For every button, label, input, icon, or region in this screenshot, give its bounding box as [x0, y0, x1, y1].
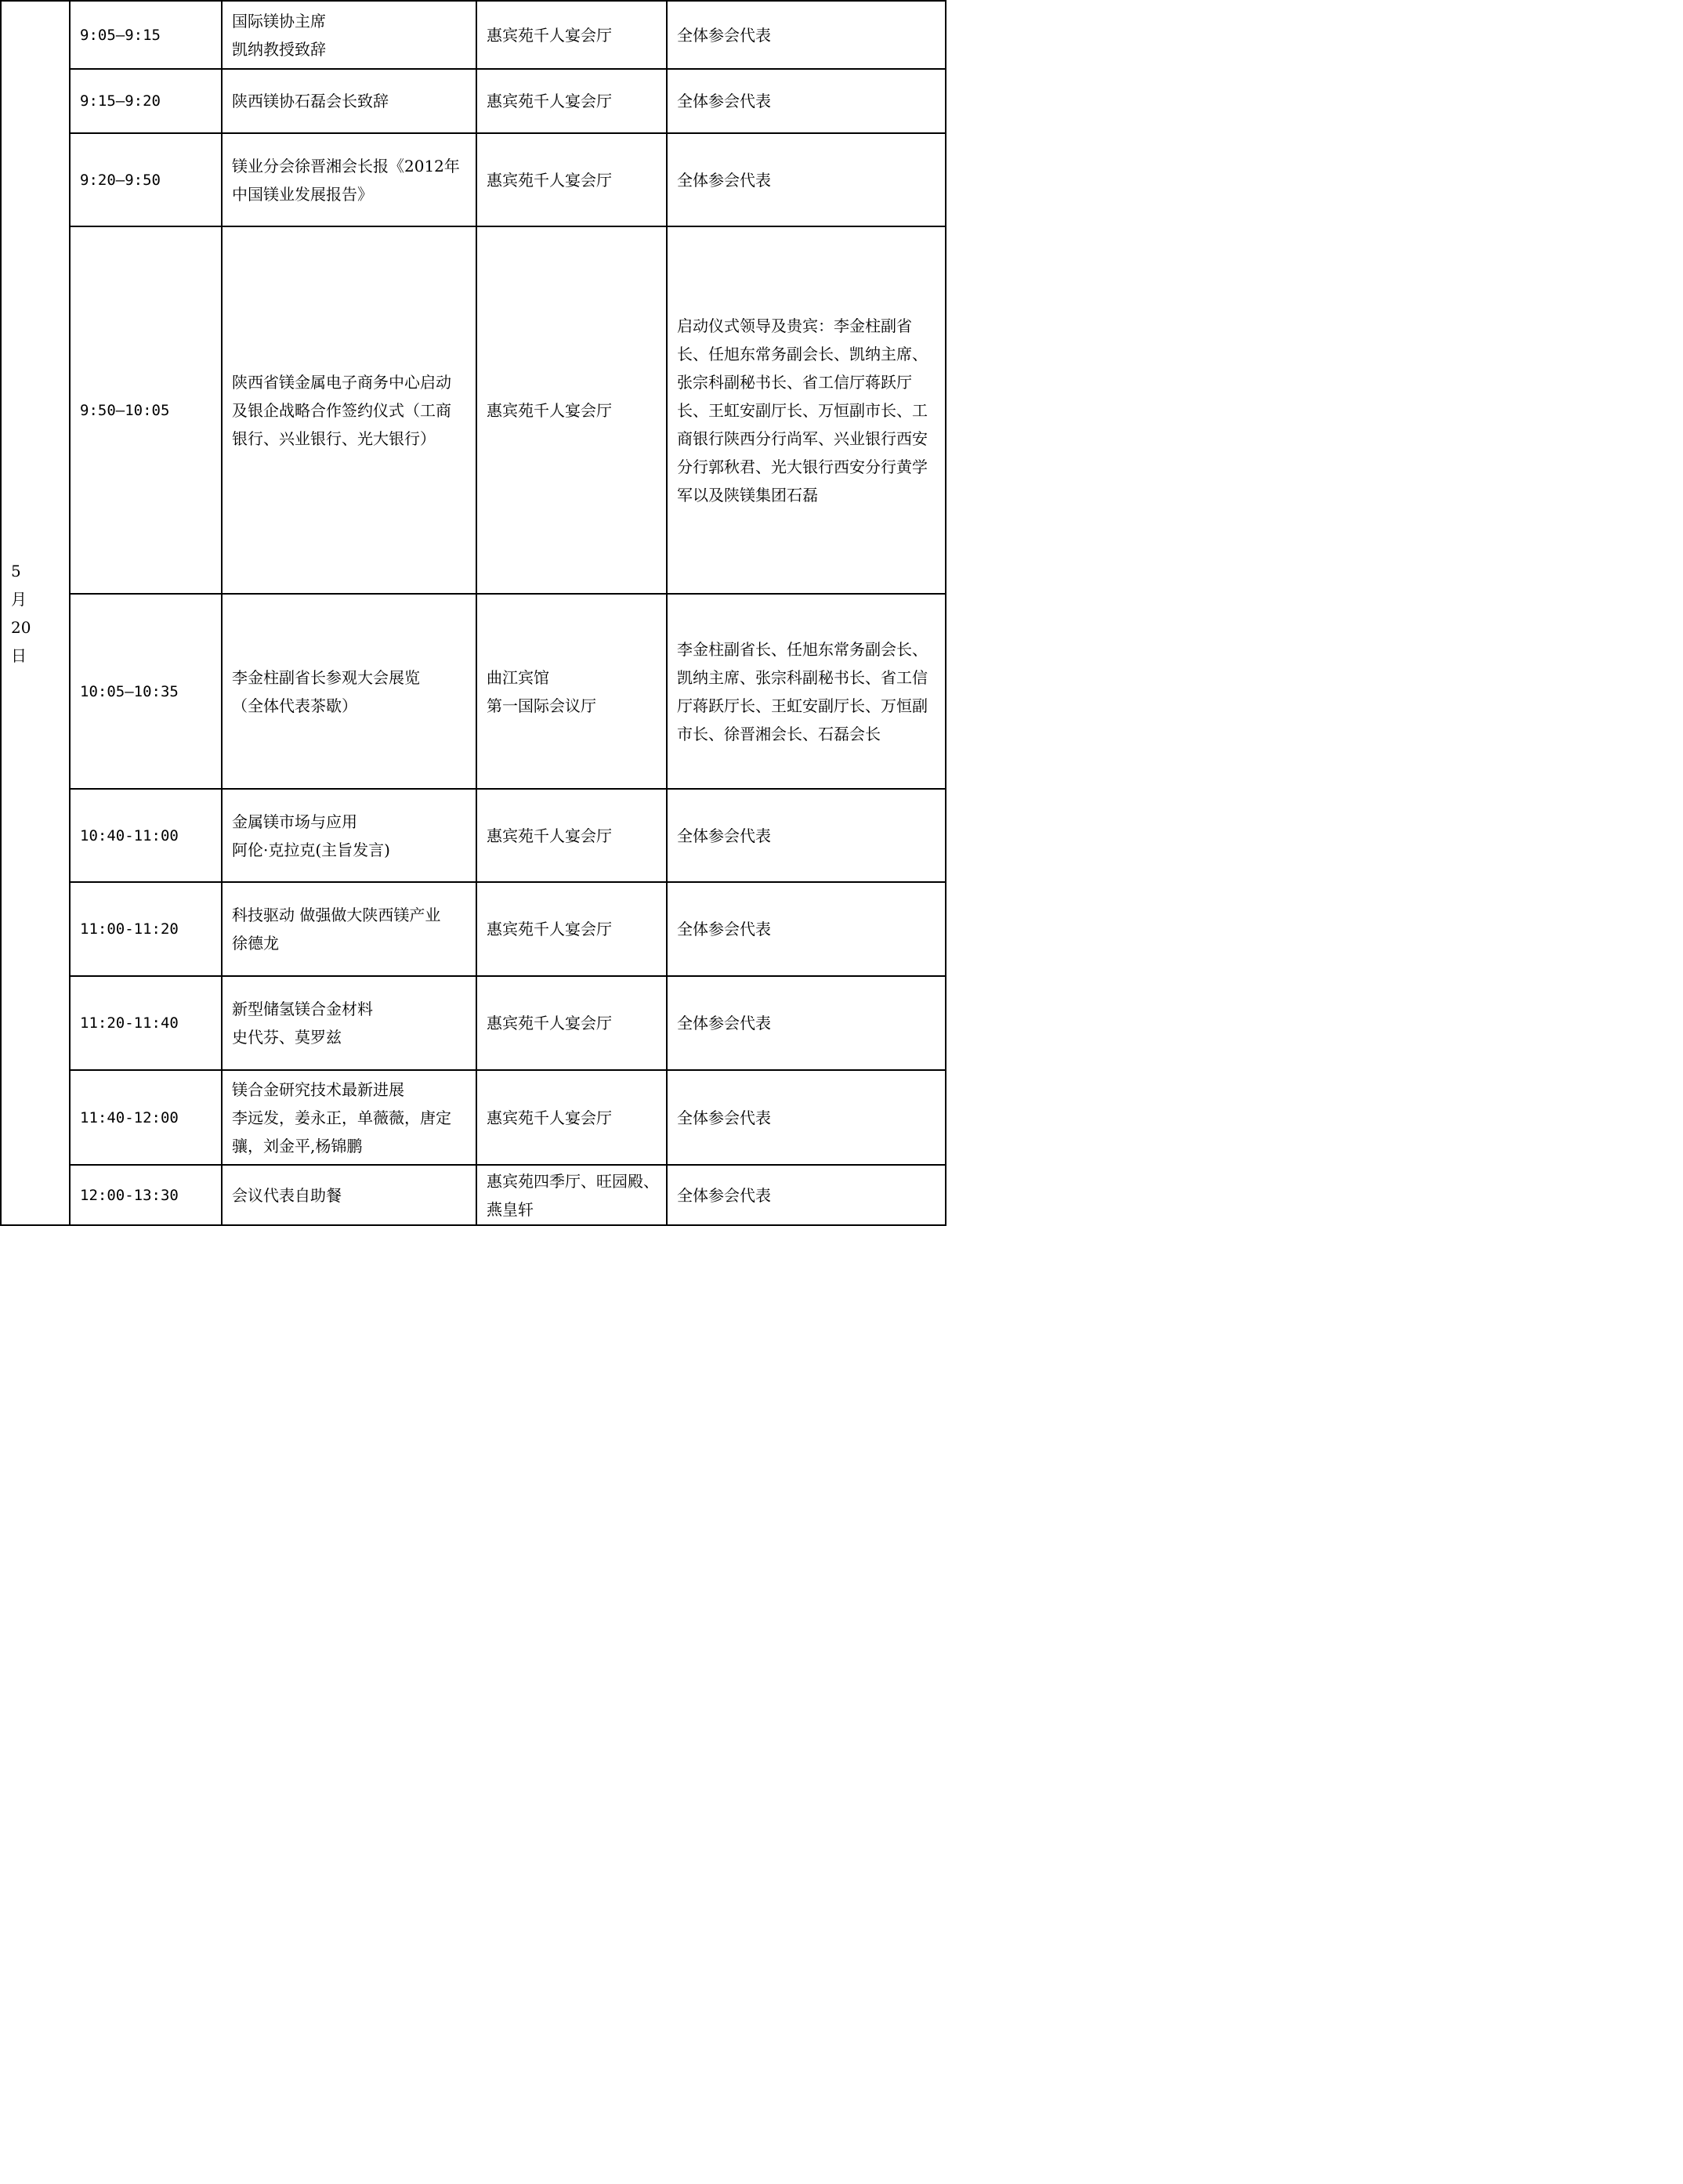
- attendees-text: 全体参会代表: [677, 25, 771, 45]
- venue-line: 惠宾苑四季厅、旺园殿、: [487, 1171, 659, 1191]
- schedule-table: [0, 0, 946, 1226]
- topic-line: 李远发，姜永正，单薇薇，唐定: [232, 1108, 451, 1127]
- attendees-cell: [667, 226, 946, 594]
- topic-line: 史代芬、莫罗兹: [232, 1028, 342, 1047]
- date-cell: [1, 1, 70, 1225]
- venue-line: 惠宾苑千人宴会厅: [487, 920, 612, 938]
- attendees-text: 全体参会代表: [677, 1014, 771, 1032]
- attendees-text: 启动仪式领导及贵宾：李金柱副省长、任旭东常务副会长、凯纳主席、张宗科副秘书长、省工信厅蒋跃厅长、王虹安副厅长、万恒副市长、工商银行陕西分行尚军、兴业银行西安分行郭秋君、光大银行西安分行黄学军以及陕镁集团石磊: [677, 316, 928, 504]
- topic-cell: [222, 226, 476, 594]
- attendees-cell: [667, 69, 946, 133]
- attendees-cell: [667, 594, 946, 789]
- attendees-cell: [667, 1070, 946, 1165]
- attendees-text: 全体参会代表: [677, 1108, 771, 1127]
- topic-line: 李金柱副省长参观大会展览: [232, 667, 420, 687]
- venue-cell: [476, 882, 667, 976]
- topic-cell: [222, 133, 476, 226]
- topic-line: 镁业分会徐晋湘会长报《2012年: [232, 156, 460, 175]
- time-cell: 9:05—9:15: [70, 1, 222, 69]
- topic-line: 银行、兴业银行、光大银行）: [232, 428, 436, 448]
- topic-line: 科技驱动 做强做大陕西镁产业: [232, 906, 441, 924]
- attendees-cell: [667, 789, 946, 882]
- venue-line: 燕皇轩: [487, 1199, 534, 1219]
- venue-line: 第一国际会议厅: [487, 696, 596, 715]
- topic-line: 凯纳教授致辞: [232, 39, 326, 59]
- schedule-row: [1, 226, 946, 594]
- topic-line: 及银企战略合作签约仪式（工商: [232, 400, 451, 420]
- venue-line: 惠宾苑千人宴会厅: [487, 25, 612, 45]
- date-label-part: 日: [11, 645, 27, 665]
- attendees-cell: [667, 133, 946, 226]
- date-label-part: 月: [11, 589, 27, 609]
- schedule-row: [1, 1, 946, 69]
- venue-line: 惠宾苑千人宴会厅: [487, 1108, 612, 1127]
- topic-cell: [222, 1165, 476, 1225]
- time-cell: 9:20—9:50: [70, 133, 222, 226]
- venue-cell: [476, 1070, 667, 1165]
- schedule-document: [0, 0, 946, 1223]
- topic-line: 阿伦·克拉克(主旨发言): [232, 840, 390, 859]
- schedule-row: [1, 976, 946, 1070]
- topic-line: 金属镁市场与应用: [232, 812, 357, 831]
- schedule-row: [1, 133, 946, 226]
- time-cell: 10:05—10:35: [70, 594, 222, 789]
- venue-line: 曲江宾馆: [487, 667, 549, 687]
- topic-line: 徐德龙: [232, 934, 279, 953]
- attendees-cell: [667, 1, 946, 69]
- topic-line: 新型储氢镁合金材料: [232, 1000, 373, 1018]
- topic-cell: [222, 594, 476, 789]
- topic-line: 陕西省镁金属电子商务中心启动: [232, 372, 451, 392]
- venue-line: 惠宾苑千人宴会厅: [487, 92, 612, 110]
- venue-cell: [476, 976, 667, 1070]
- time-cell: 12:00-13:30: [70, 1165, 222, 1225]
- time-cell: 9:50—10:05: [70, 226, 222, 594]
- schedule-row: [1, 594, 946, 789]
- topic-cell: [222, 1070, 476, 1165]
- attendees-text: 全体参会代表: [677, 170, 771, 190]
- time-cell: 9:15—9:20: [70, 69, 222, 133]
- attendees-cell: [667, 976, 946, 1070]
- attendees-text: 全体参会代表: [677, 1185, 771, 1205]
- venue-line: 惠宾苑千人宴会厅: [487, 400, 612, 420]
- date-label-part: 20: [11, 617, 31, 637]
- date-label-part: 5: [11, 561, 21, 580]
- attendees-cell: [667, 1165, 946, 1225]
- venue-cell: [476, 1165, 667, 1225]
- topic-line: 中国镁业发展报告》: [232, 184, 373, 204]
- venue-cell: [476, 789, 667, 882]
- venue-cell: [476, 226, 667, 594]
- venue-line: 惠宾苑千人宴会厅: [487, 826, 612, 845]
- venue-line: 惠宾苑千人宴会厅: [487, 1014, 612, 1032]
- venue-cell: [476, 594, 667, 789]
- topic-cell: [222, 69, 476, 133]
- topic-cell: [222, 976, 476, 1070]
- topic-cell: [222, 789, 476, 882]
- topic-cell: [222, 882, 476, 976]
- topic-line: （全体代表茶歇）: [232, 696, 357, 715]
- attendees-text: 全体参会代表: [677, 92, 771, 110]
- schedule-row: [1, 789, 946, 882]
- topic-line: 会议代表自助餐: [232, 1185, 342, 1205]
- attendees-cell: [667, 882, 946, 976]
- attendees-text: 全体参会代表: [677, 826, 771, 845]
- time-cell: 10:40-11:00: [70, 789, 222, 882]
- topic-line: 国际镁协主席: [232, 11, 326, 31]
- attendees-text: 全体参会代表: [677, 920, 771, 938]
- attendees-text: 李金柱副省长、任旭东常务副会长、凯纳主席、张宗科副秘书长、省工信厅蒋跃厅长、王虹安副厅长、万恒副市长、徐晋湘会长、石磊会长: [677, 639, 928, 743]
- schedule-row: [1, 1070, 946, 1165]
- venue-cell: [476, 69, 667, 133]
- schedule-body: [1, 1, 946, 1225]
- venue-line: 惠宾苑千人宴会厅: [487, 170, 612, 190]
- schedule-row: [1, 1165, 946, 1225]
- time-cell: 11:00-11:20: [70, 882, 222, 976]
- schedule-row: [1, 882, 946, 976]
- topic-line: 骧，刘金平,杨锦鹏: [232, 1136, 363, 1155]
- time-cell: 11:40-12:00: [70, 1070, 222, 1165]
- venue-cell: [476, 1, 667, 69]
- topic-line: 陕西镁协石磊会长致辞: [232, 92, 389, 110]
- venue-cell: [476, 133, 667, 226]
- time-cell: 11:20-11:40: [70, 976, 222, 1070]
- schedule-row: [1, 69, 946, 133]
- topic-line: 镁合金研究技术最新进展: [232, 1079, 404, 1099]
- topic-cell: [222, 1, 476, 69]
